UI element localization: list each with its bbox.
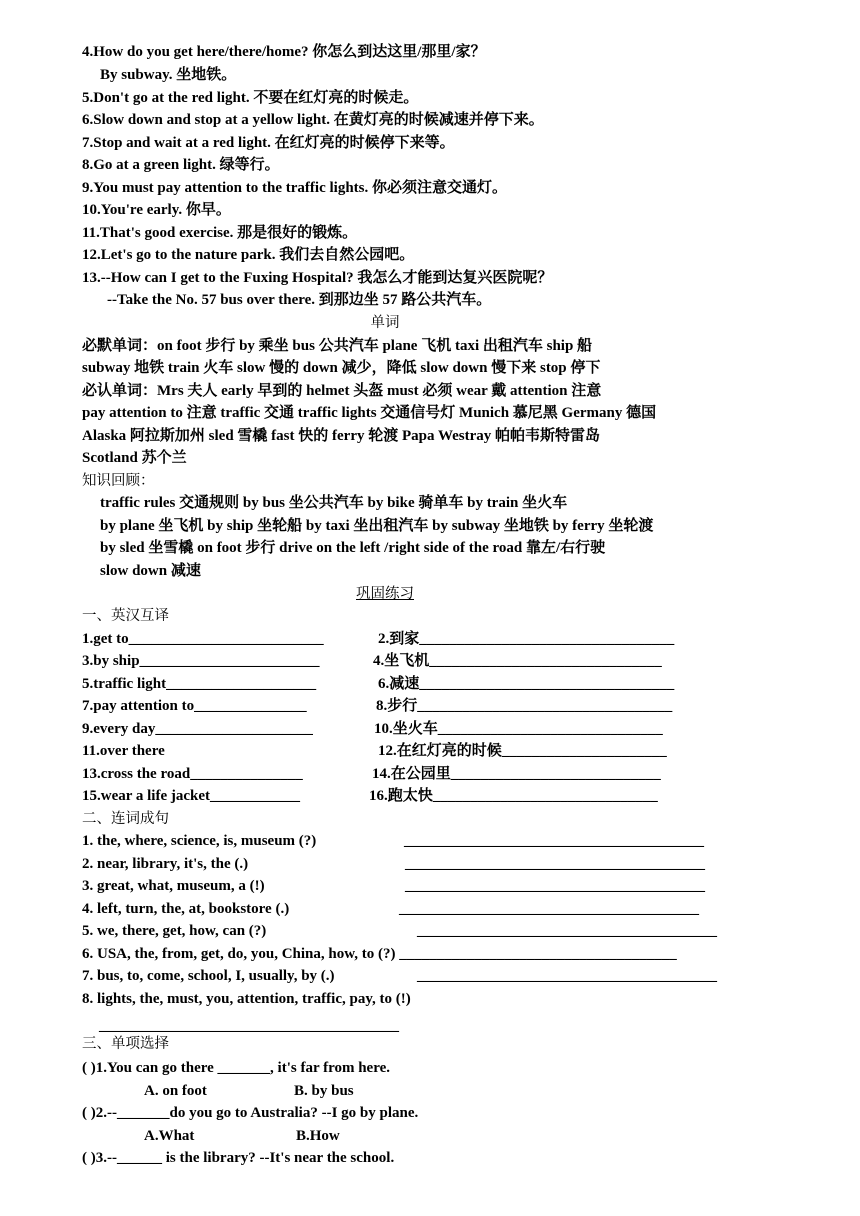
translate-item-10: 10.坐火车______________________________ [374, 721, 663, 737]
vocab-line-6: Scotland 苏个兰 [82, 450, 187, 466]
reorder-blank-7: ________________________________________ [417, 968, 717, 984]
phrase-7: 7.Stop and wait at a red light. 在红灯亮的时候停下来等。 [82, 135, 455, 151]
reorder-blank-4: ________________________________________ [399, 901, 699, 917]
translate-item-15: 15.wear a life jacket____________ [82, 788, 301, 804]
translate-item-4: 4.坐飞机_______________________________ [373, 653, 662, 669]
phrase-13-answer: --Take the No. 57 bus over there. 到那边坐 57 路公共汽车。 [107, 292, 492, 308]
translate-item-2: 2.到家__________________________________ [378, 631, 675, 647]
translate-item-8: 8.步行__________________________________ [376, 698, 673, 714]
translate-item-14: 14.在公园里____________________________ [372, 766, 661, 782]
translate-item-6: 6.减速__________________________________ [378, 676, 675, 692]
reorder-item-6: 6. USA, the, from, get, do, you, China, how, to (?) _____________________________________ [82, 946, 677, 962]
reorder-item-7: 7. bus, to, come, school, I, usually, by (.) [82, 968, 335, 984]
translate-item-9: 9.every day_____________________ [82, 721, 313, 737]
reorder-blank-3: ________________________________________ [405, 878, 705, 894]
translate-item-16: 16.跑太快______________________________ [369, 788, 658, 804]
translate-item-7: 7.pay attention to_______________ [82, 698, 307, 714]
review-line-1: traffic rules 交通规则 by bus 坐公共汽车 by bike 骑单车 by train 坐火车 [100, 495, 568, 511]
choice-question-2: ( )2.--_______do you go to Australia? --I go by plane. [82, 1105, 419, 1121]
phrase-9: 9.You must pay attention to the traffic lights. 你必须注意交通灯。 [82, 180, 507, 196]
phrase-4-answer: By subway. 坐地铁。 [100, 67, 237, 83]
translate-item-11: 11.over there [82, 743, 165, 759]
reorder-item-1: 1. the, where, science, is, museum (?) [82, 833, 317, 849]
translate-item-13: 13.cross the road_______________ [82, 766, 303, 782]
phrase-8: 8.Go at a green light. 绿等行。 [82, 157, 280, 173]
phrase-12: 12.Let's go to the nature park. 我们去自然公园吧。 [82, 247, 415, 263]
practice-title: 巩固练习 [356, 586, 414, 602]
choice-question-3: ( )3.--______ is the library? --It's near the school. [82, 1150, 395, 1166]
choice-1-option-a: A. on foot [144, 1083, 207, 1099]
phrase-4: 4.How do you get here/there/home? 你怎么到达这里/那里/家？ [82, 44, 486, 60]
reorder-item-4: 4. left, turn, the, at, bookstore (.) [82, 901, 290, 917]
reorder-blank-1: ________________________________________ [404, 833, 704, 849]
section-1-heading: 一、英汉互译 [82, 608, 169, 624]
reorder-item-8: 8. lights, the, must, you, attention, traffic, pay, to (!) [82, 991, 411, 1007]
section-3-heading: 三、单项选择 [82, 1036, 169, 1052]
vocab-line-4: pay attention to 注意 traffic 交通 traffic lights 交通信号灯 Munich 慕尼黑 Germany 德国 [82, 405, 657, 421]
choice-question-1: ( )1.You can go there _______, it's far from here. [82, 1060, 391, 1076]
vocab-line-3: 必认单词：Mrs 夫人 early 早到的 helmet 头盔 must 必须 wear 戴 attention 注意 [82, 383, 602, 399]
review-line-4: slow down 减速 [100, 563, 201, 579]
phrase-11: 11.That's good exercise. 那是很好的锻炼。 [82, 225, 358, 241]
reorder-blank-8: ________________________________________ [99, 1018, 399, 1034]
reorder-item-3: 3. great, what, museum, a (!) [82, 878, 265, 894]
vocab-line-2: subway 地铁 train 火车 slow 慢的 down 减少，降低 slow down 慢下来 stop 停下 [82, 360, 601, 376]
vocab-heading: 单词 [370, 315, 400, 331]
phrase-13: 13.--How can I get to the Fuxing Hospital? 我怎么才能到达复兴医院呢？ [82, 270, 553, 286]
vocab-line-1: 必默单词：on foot 步行 by 乘坐 bus 公共汽车 plane 飞机 taxi 出租汽车 ship 船 [82, 338, 593, 354]
phrase-5: 5.Don't go at the red light. 不要在红灯亮的时候走。 [82, 90, 419, 106]
choice-2-option-b: B.How [296, 1128, 340, 1144]
review-line-2: by plane 坐飞机 by ship 坐轮船 by taxi 坐出租汽车 by subway 坐地铁 by ferry 坐轮渡 [100, 518, 654, 534]
translate-item-12: 12.在红灯亮的时候______________________ [378, 743, 667, 759]
translate-item-5: 5.traffic light____________________ [82, 676, 317, 692]
section-2-heading: 二、连词成句 [82, 811, 169, 827]
translate-item-1: 1.get to__________________________ [82, 631, 324, 647]
review-heading: 知识回顾： [82, 473, 155, 489]
vocab-line-5: Alaska 阿拉斯加州 sled 雪橇 fast 快的 ferry 轮渡 Papa Westray 帕帕韦斯特雷岛 [82, 428, 601, 444]
reorder-item-2: 2. near, library, it's, the (.) [82, 856, 249, 872]
translate-item-3: 3.by ship________________________ [82, 653, 320, 669]
choice-1-option-b: B. by bus [294, 1083, 354, 1099]
reorder-blank-5: ________________________________________ [417, 923, 717, 939]
review-line-3: by sled 坐雪橇 on foot 步行 drive on the left /right side of the road 靠左/右行驶 [100, 540, 606, 556]
phrase-6: 6.Slow down and stop at a yellow light. 在黄灯亮的时候减速并停下来。 [82, 112, 544, 128]
reorder-blank-2: ________________________________________ [405, 856, 705, 872]
choice-2-option-a: A.What [144, 1128, 195, 1144]
phrase-10: 10.You're early. 你早。 [82, 202, 231, 218]
reorder-item-5: 5. we, there, get, how, can (?) [82, 923, 267, 939]
